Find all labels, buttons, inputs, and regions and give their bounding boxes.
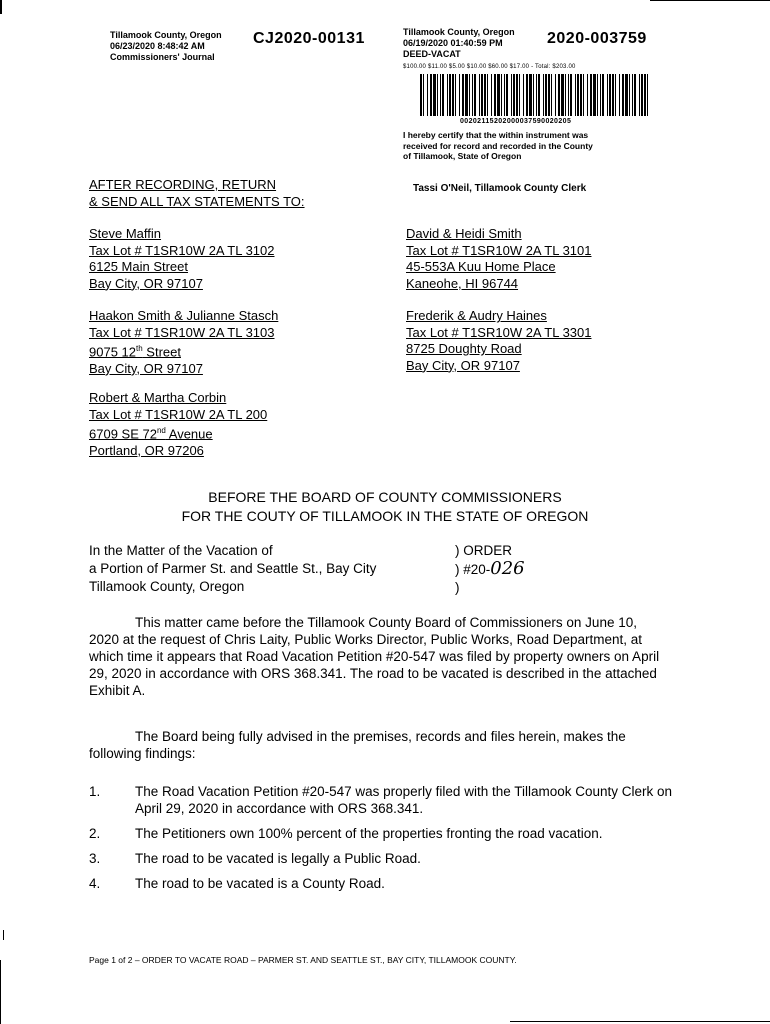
- barcode-bar: [484, 74, 486, 116]
- stamp-right-certification: I hereby certify that the within instrument was received for record and recorded in the County of Tillamook, State of Oregon: [403, 130, 593, 161]
- barcode-bar: [469, 74, 470, 116]
- order-caption: [455, 542, 525, 597]
- barcode-bar: [632, 74, 633, 116]
- barcode-bar: [513, 74, 515, 116]
- barcode-bar: [565, 74, 566, 116]
- address-city: Bay City, OR 97107: [89, 275, 203, 291]
- barcode-bar: [622, 74, 624, 116]
- board-title: [0, 488, 770, 526]
- barcode-bar: [548, 74, 550, 116]
- barcode-bar: [516, 74, 518, 116]
- barcode-bar: [570, 74, 572, 116]
- barcode-bar: [577, 74, 579, 116]
- finding-number: 3.: [89, 851, 101, 866]
- barcode-bar: [639, 74, 640, 116]
- barcode-bar: [533, 74, 534, 116]
- paragraph-2: The Board being fully advised in the premises, records and files herein, makes the following findings:: [89, 729, 626, 761]
- board-title-line1: BEFORE THE BOARD OF COUNTY COMMISSIONERS: [208, 489, 562, 505]
- barcode-bar: [459, 74, 460, 116]
- stamp-right-clerk: Tassi O'Neil, Tillamook County Clerk: [413, 183, 587, 194]
- barcode-bar: [575, 74, 576, 116]
- barcode-bar: [523, 74, 524, 116]
- barcode-number: 00202115202000037590020205: [460, 118, 572, 125]
- barcode-bar: [519, 74, 520, 116]
- barcode-bar: [465, 74, 468, 116]
- stamp-right-fees: $100.00 $11.00 $5.00 $10.00 $60.00 $17.00 - Total: $203.00: [403, 64, 576, 70]
- order-line1: ) ORDER: [455, 543, 512, 558]
- address-street: 8725 Doughty Road: [406, 341, 522, 356]
- barcode-bar: [543, 74, 544, 116]
- address-block: [89, 390, 267, 459]
- barcode-bar: [452, 74, 454, 116]
- barcode: [420, 74, 652, 120]
- barcode-bar: [600, 74, 601, 116]
- barcode-bar: [491, 74, 492, 116]
- matter-line3: Tillamook County, Oregon: [89, 579, 245, 594]
- stamp-right-text: [403, 27, 515, 60]
- order-line3: ): [455, 580, 460, 595]
- matter-caption: [89, 542, 376, 596]
- barcode-bar: [501, 74, 502, 116]
- barcode-bar: [536, 74, 537, 116]
- barcode-bar: [437, 74, 438, 116]
- finding-text: The road to be vacated is a County Road.: [135, 876, 385, 891]
- stamp-left-text: [110, 30, 222, 63]
- barcode-bar: [526, 74, 528, 116]
- barcode-bar: [619, 74, 620, 116]
- stamp-right-number: 2020-003759: [547, 30, 647, 47]
- barcode-bar: [634, 74, 636, 116]
- stamp-left-date: 06/23/2020 8:48:42 AM: [110, 41, 205, 51]
- paragraph-1: This matter came before the Tillamook County Board of Commissioners on June 10, 2020 at the request of Chris Laity, Public Works Director, Public Works, Road Department, at which time it appears that Road Vacation Petition #20-547 was filed by property owners on April 29, 2020 in accordance with ORS 368.341. The road to be vacated is described in the attached Exhibit A.: [89, 615, 660, 698]
- address-block: [89, 308, 278, 377]
- stamp-right-county: Tillamook County, Oregon: [403, 27, 515, 37]
- order-line2: [455, 560, 525, 579]
- order-prefix: ) #20-: [455, 562, 491, 577]
- matter-line2: a Portion of Parmer St. and Seattle St., Bay City: [89, 561, 377, 576]
- barcode-bar: [481, 74, 483, 116]
- scan-mark-left: [3, 930, 4, 940]
- address-street: 6709 SE 72nd Avenue: [89, 426, 213, 442]
- barcode-bar: [597, 74, 598, 116]
- scan-mark-top-right: [650, 0, 770, 1]
- barcode-bar: [568, 74, 569, 116]
- matter-line1: In the Matter of the Vacation of: [89, 543, 273, 558]
- address-name: Haakon Smith & Julianne Stasch: [89, 308, 279, 323]
- address-city: Portland, OR 97206: [89, 442, 204, 458]
- barcode-bar: [551, 74, 552, 116]
- barcode-bar: [420, 74, 422, 116]
- barcode-bar: [590, 74, 592, 116]
- stamp-left-county: Tillamook County, Oregon: [110, 30, 222, 40]
- barcode-bar: [474, 74, 476, 116]
- address-name: Steve Maffin: [89, 226, 162, 241]
- barcode-bar: [538, 74, 540, 116]
- barcode-bar: [612, 74, 614, 116]
- scan-mark-bottom-right: [510, 1021, 770, 1022]
- barcode-bar: [427, 74, 428, 116]
- stamp-left-number: CJ2020-00131: [253, 30, 365, 47]
- barcode-bar: [497, 74, 500, 116]
- barcode-bar: [430, 74, 432, 116]
- finding-text: The Petitioners own 100% percent of the properties fronting the road vacation.: [135, 826, 603, 841]
- barcode-bar: [433, 74, 436, 116]
- stamp-right-date: 06/19/2020 01:40:59 PM: [403, 38, 503, 48]
- barcode-bar: [479, 74, 480, 116]
- return-heading-line1: AFTER RECORDING, RETURN: [89, 177, 277, 192]
- barcode-bar: [609, 74, 611, 116]
- barcode-bar: [647, 74, 648, 116]
- barcode-bar: [555, 74, 556, 116]
- stamp-right-type: DEED-VACAT: [403, 49, 461, 59]
- barcode-bar: [506, 74, 508, 116]
- return-heading-line2: & SEND ALL TAX STATEMENTS TO:: [89, 193, 305, 209]
- board-title-line2: FOR THE COUTY OF TILLAMOOK IN THE STATE OF OREGON: [181, 508, 589, 524]
- finding-item: [89, 875, 679, 892]
- address-tax-lot: Tax Lot # T1SR10W 2A TL 3103: [89, 324, 275, 340]
- barcode-bar: [558, 74, 560, 116]
- barcode-bar: [494, 74, 496, 116]
- barcode-bar: [472, 74, 473, 116]
- barcode-bar: [455, 74, 456, 116]
- finding-item: [89, 783, 679, 817]
- address-street: 45-553A Kuu Home Place: [406, 259, 556, 274]
- finding-text: The Road Vacation Petition #20-547 was properly filed with the Tillamook County Clerk on April 29, 2020 in accordance with ORS 368.341.: [135, 784, 673, 816]
- finding-text: The road to be vacated is legally a Public Road.: [135, 851, 421, 866]
- barcode-bar: [602, 74, 604, 116]
- finding-number: 4.: [89, 876, 101, 891]
- address-tax-lot: Tax Lot # T1SR10W 2A TL 3101: [406, 242, 592, 258]
- barcode-bar: [529, 74, 532, 116]
- barcode-bar: [511, 74, 512, 116]
- address-tax-lot: Tax Lot # T1SR10W 2A TL 3102: [89, 242, 275, 258]
- order-handwritten-number: 026: [490, 558, 525, 579]
- findings-list: [89, 783, 679, 900]
- scan-mark-top-left: [0, 0, 2, 14]
- barcode-bar: [644, 74, 646, 116]
- address-block: [406, 308, 592, 374]
- barcode-bar: [629, 74, 630, 116]
- barcode-bar: [487, 74, 488, 116]
- barcode-bar: [447, 74, 448, 116]
- scan-mark-bottom-left: [0, 960, 1, 1024]
- barcode-bar: [545, 74, 547, 116]
- address-city: Bay City, OR 97107: [89, 360, 203, 376]
- barcode-bar: [593, 74, 596, 116]
- finding-number: 1.: [89, 784, 101, 799]
- address-tax-lot: Tax Lot # T1SR10W 2A TL 200: [89, 406, 268, 422]
- barcode-bar: [580, 74, 582, 116]
- barcode-bar: [442, 74, 444, 116]
- page-footer: Page 1 of 2 – ORDER TO VACATE ROAD – PARMER ST. AND SEATTLE ST., BAY CITY, TILLAMOOK COUNTY.: [89, 955, 517, 965]
- barcode-bar: [587, 74, 588, 116]
- finding-number: 2.: [89, 826, 101, 841]
- barcode-bars: [420, 74, 648, 116]
- stamp-left-journal: Commissioners' Journal: [110, 52, 215, 62]
- barcode-bar: [440, 74, 441, 116]
- barcode-bar: [625, 74, 628, 116]
- address-street: 6125 Main Street: [89, 259, 189, 274]
- finding-item: [89, 825, 679, 842]
- address-name: David & Heidi Smith: [406, 226, 522, 241]
- address-city: Bay City, OR 97107: [406, 357, 520, 373]
- finding-item: [89, 850, 679, 867]
- address-name: Robert & Martha Corbin: [89, 390, 227, 405]
- address-city: Kaneohe, HI 96744: [406, 275, 519, 291]
- barcode-bar: [504, 74, 505, 116]
- barcode-bar: [607, 74, 608, 116]
- address-name: Frederik & Audry Haines: [406, 308, 547, 323]
- address-street: 9075 12th Street: [89, 344, 181, 360]
- barcode-bar: [641, 74, 643, 116]
- barcode-bar: [583, 74, 584, 116]
- address-tax-lot: Tax Lot # T1SR10W 2A TL 3301: [406, 324, 592, 340]
- barcode-bar: [423, 74, 424, 116]
- barcode-bar: [615, 74, 616, 116]
- address-block: [89, 226, 275, 292]
- address-block: [406, 226, 592, 292]
- barcode-bar: [561, 74, 564, 116]
- barcode-bar: [462, 74, 464, 116]
- return-heading: [89, 177, 305, 210]
- barcode-bar: [449, 74, 451, 116]
